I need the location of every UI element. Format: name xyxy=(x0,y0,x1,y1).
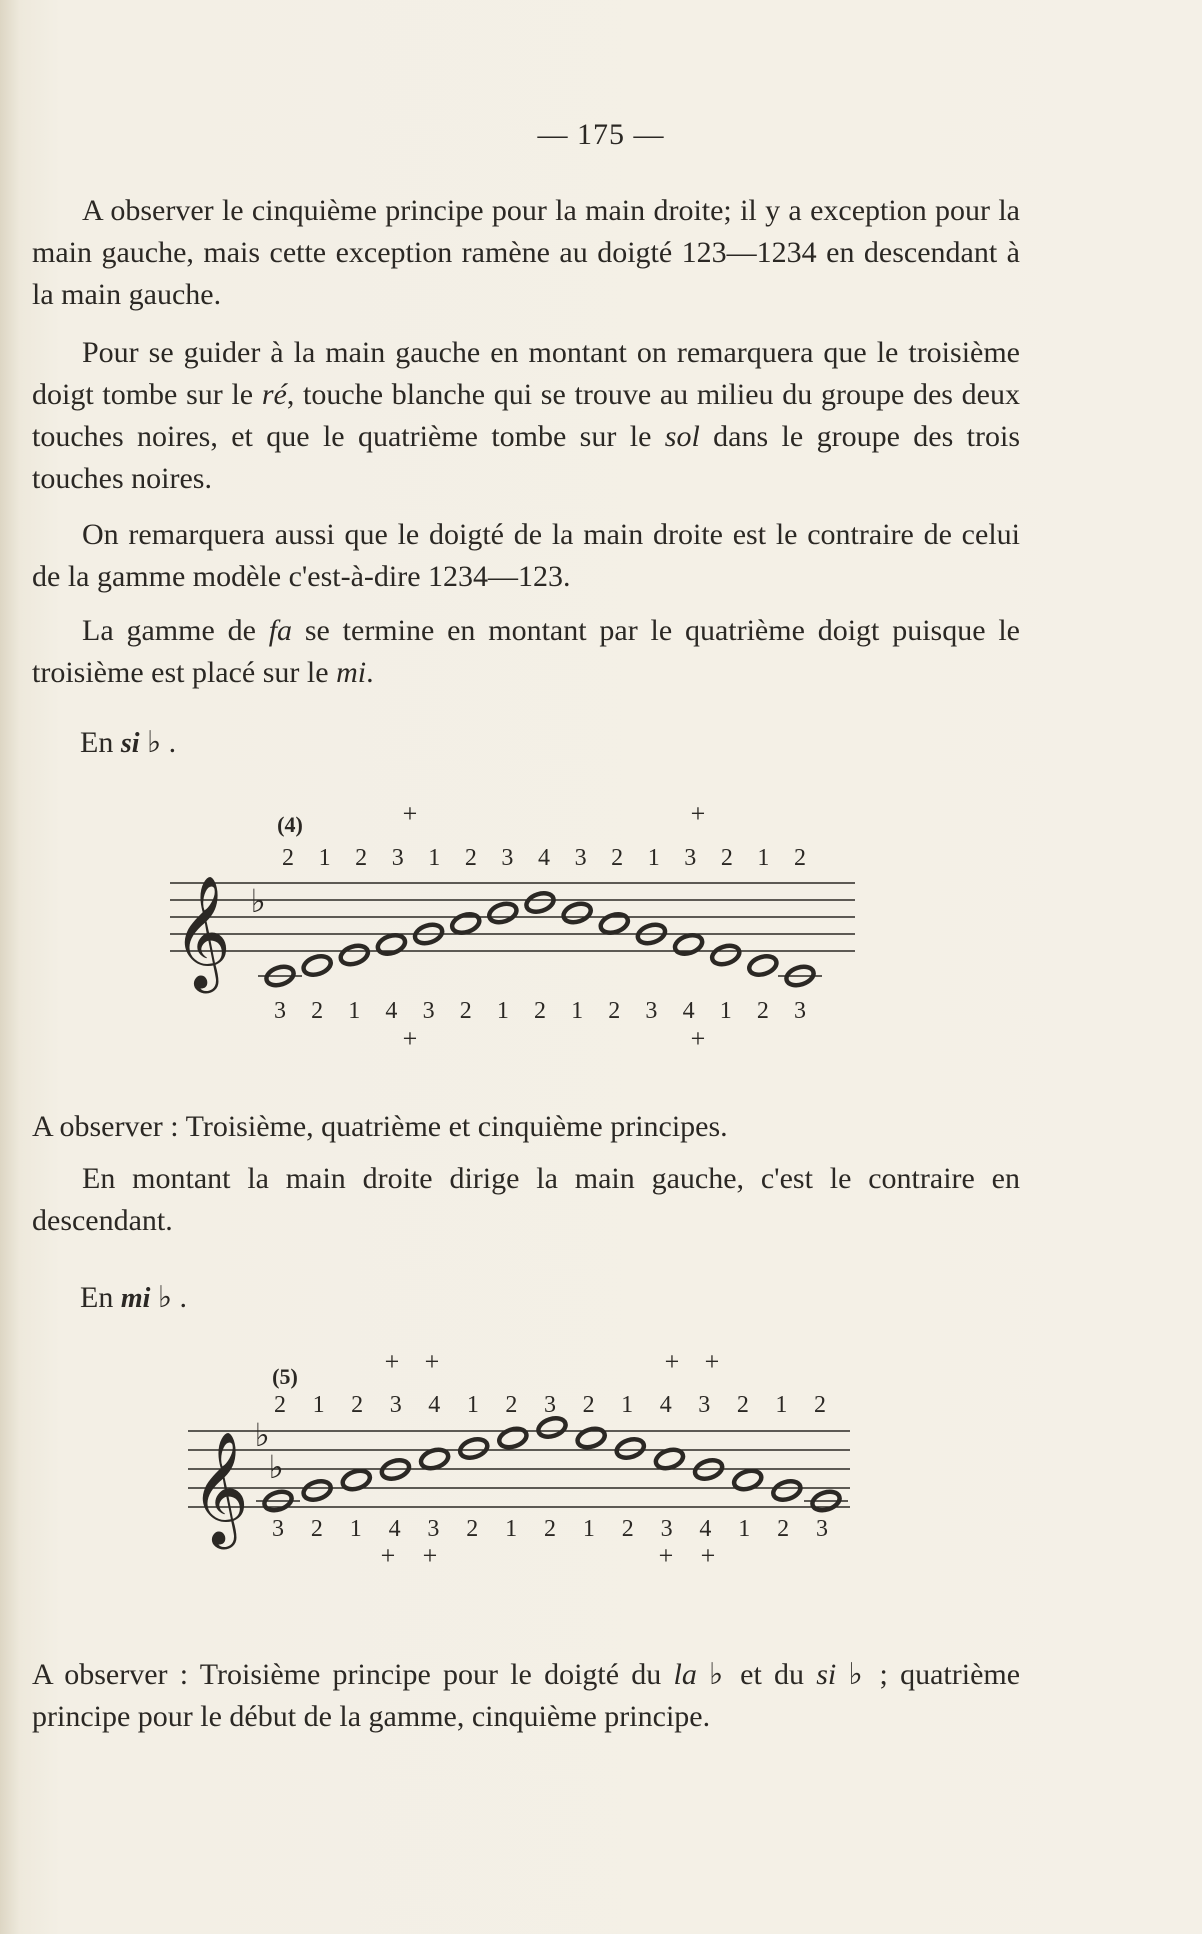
fingering-digit-lower: 2 xyxy=(311,998,324,1024)
fingering-digit-upper: 2 xyxy=(611,845,624,871)
fingering-digit-lower: 2 xyxy=(310,1516,323,1542)
fingering-digit-upper: 2 xyxy=(720,845,733,871)
whole-note xyxy=(301,953,333,978)
fingering-digit-upper: 1 xyxy=(647,845,660,871)
fingering-digit-upper: 1 xyxy=(757,845,770,871)
whole-note xyxy=(561,901,593,926)
fingering-digit-upper: 2 xyxy=(794,845,806,871)
fingering-digit-lower: 2 xyxy=(621,1516,634,1542)
whole-note xyxy=(536,1415,568,1440)
plus-sign-upper: + xyxy=(402,800,418,828)
plus-sign-lower: + xyxy=(402,1024,418,1053)
plus-sign-upper: + xyxy=(664,1350,680,1376)
fingering-digit-lower: 4 xyxy=(682,998,695,1024)
flat-sign: ♭ xyxy=(157,1281,173,1314)
fingering-digit-upper: 2 xyxy=(351,1392,364,1418)
fingering-digit-upper: 2 xyxy=(505,1392,518,1418)
fingering-digit-upper: 1 xyxy=(466,1392,479,1418)
flat-sign: ♭ xyxy=(848,1658,868,1691)
fingering-digit-upper: 1 xyxy=(775,1392,788,1418)
whole-note xyxy=(673,932,705,957)
whole-note xyxy=(598,911,630,936)
treble-clef-icon: 𝄞 xyxy=(173,879,231,987)
fingering-digit-upper: 3 xyxy=(501,845,514,871)
fingering-digit-lower: 4 xyxy=(385,998,398,1024)
paragraph-2-text-b: , touche blanche qui se trouve au milieu du groupe des deux touches noires, et que le quatrième tombe sur le xyxy=(32,378,1020,453)
paragraph-2-text-c: dans le groupe des trois touches noires. xyxy=(32,420,1020,495)
plus-sign-lower: + xyxy=(422,1541,438,1570)
fingering-digit-upper: 2 xyxy=(464,845,477,871)
paragraph-7 xyxy=(32,1654,1020,1738)
whole-note xyxy=(575,1426,607,1451)
fingering-digit-lower: 4 xyxy=(388,1516,401,1542)
plus-sign-lower: + xyxy=(380,1541,396,1570)
whole-note xyxy=(524,890,556,915)
fingering-digit-lower: 3 xyxy=(660,1516,673,1542)
paragraph-4-text-c: . xyxy=(366,656,374,689)
key-signature-flat: ♭ xyxy=(250,883,266,919)
music-example-1 xyxy=(0,800,1202,1060)
plus-sign-upper: + xyxy=(704,1350,720,1376)
fingering-digit-lower: 2 xyxy=(534,998,546,1024)
fingering-digit-lower: 2 xyxy=(459,998,472,1024)
fingering-digit-lower: 3 xyxy=(427,1516,440,1542)
fingering-digit-upper: 4 xyxy=(428,1392,441,1418)
fingering-digit-upper: 2 xyxy=(282,845,294,871)
paragraph-7-text-b: et du xyxy=(727,1658,817,1691)
key-signature-flat: ♭ xyxy=(254,1417,270,1453)
paragraph-7-text-c: ; quatrième principe pour le début de la gamme, cinquième principe. xyxy=(32,1658,1021,1733)
fingering-digit-upper: 1 xyxy=(312,1392,325,1418)
note-fa: fa xyxy=(268,614,293,647)
heading-key-name: si xyxy=(120,728,140,759)
key-signature-flat: ♭ xyxy=(268,1449,284,1485)
fingering-digit-upper: 3 xyxy=(544,1392,556,1418)
note-mi: mi xyxy=(336,656,367,689)
fingering-digit-lower: 3 xyxy=(422,998,435,1024)
example-number: (5) xyxy=(272,1364,298,1389)
page-number: — 175 — xyxy=(537,118,665,151)
fingering-digit-lower: 1 xyxy=(496,998,509,1024)
plus-sign-lower: + xyxy=(658,1541,674,1570)
paragraph-6 xyxy=(32,1158,1020,1242)
fingering-digit-lower: 1 xyxy=(505,1516,518,1542)
whole-note xyxy=(338,943,370,968)
heading-key-name: mi xyxy=(120,1283,151,1314)
whole-note xyxy=(487,901,519,926)
music-example-2 xyxy=(0,1350,1202,1590)
whole-note xyxy=(450,911,482,936)
note-sol: sol xyxy=(664,420,700,453)
fingering-digit-lower: 3 xyxy=(272,1516,284,1542)
paragraph-1-text: A observer le cinquième principe pour la main droite; il y a exception pour la main gauche, mais cette exception ramène au doigté 123—1234 en descendant à la main gauche. xyxy=(32,194,1020,311)
fingering-digit-upper: 3 xyxy=(389,1392,402,1418)
example-number: (4) xyxy=(277,812,303,837)
fingering-digit-lower: 3 xyxy=(794,998,806,1024)
fingering-digit-lower: 3 xyxy=(645,998,658,1024)
whole-note xyxy=(747,953,779,978)
paragraph-4 xyxy=(32,610,1020,694)
fingering-digit-upper: 3 xyxy=(391,845,404,871)
fingering-digit-upper: 4 xyxy=(538,845,550,871)
whole-note xyxy=(301,1478,333,1503)
whole-note xyxy=(497,1426,529,1451)
fingering-digit-lower: 2 xyxy=(466,1516,479,1542)
fingering-digit-lower: 1 xyxy=(349,1516,362,1542)
whole-note xyxy=(710,943,742,968)
fingering-digit-lower: 4 xyxy=(699,1516,712,1542)
fingering-digit-lower: 1 xyxy=(571,998,584,1024)
fingering-digit-lower: 1 xyxy=(719,998,732,1024)
flat-sign: ♭ xyxy=(709,1658,728,1691)
fingering-digit-upper: 4 xyxy=(659,1392,672,1418)
example-2-heading xyxy=(80,1280,187,1315)
paragraph-7-text: A observer : Troisième principe pour le doigté du xyxy=(32,1658,674,1691)
paragraph-6-text: En montant la main droite dirige la main gauche, c'est le contraire en descendant. xyxy=(32,1162,1020,1237)
heading-suffix: . xyxy=(179,1281,188,1314)
paragraph-3-text: On remarquera aussi que le doigté de la main droite est le contraire de celui de la gamme modèle c'est-à-dire 1234—123. xyxy=(32,518,1020,593)
fingering-digit-upper: 2 xyxy=(274,1392,286,1418)
plus-sign-lower: + xyxy=(700,1541,716,1570)
fingering-digit-upper: 1 xyxy=(621,1392,634,1418)
plus-sign-lower: + xyxy=(690,1024,706,1053)
whole-note xyxy=(771,1478,803,1503)
fingering-digit-upper: 2 xyxy=(582,1392,595,1418)
heading-prefix: En xyxy=(80,1281,114,1314)
heading-suffix: . xyxy=(168,726,177,759)
treble-clef-icon: 𝄞 xyxy=(191,1435,249,1543)
fingering-digit-upper: 2 xyxy=(736,1392,749,1418)
plus-sign-upper: + xyxy=(424,1350,440,1376)
paragraph-5-text: A observer : Troisième, quatrième et cinquième principes. xyxy=(32,1110,728,1143)
paragraph-2-text: Pour se guider à la main gauche en montant on remarquera que le troisième doigt tombe sur le xyxy=(32,336,1020,411)
fingering-digit-lower: 2 xyxy=(544,1516,556,1542)
note-si: si xyxy=(816,1658,837,1691)
fingering-digit-lower: 1 xyxy=(738,1516,751,1542)
fingering-digit-upper: 3 xyxy=(574,845,587,871)
fingering-digit-lower: 1 xyxy=(348,998,361,1024)
fingering-digit-upper: 2 xyxy=(355,845,368,871)
paragraph-3 xyxy=(32,514,1020,598)
example-1-heading xyxy=(80,725,176,760)
paragraph-4-text-b: se termine en montant par le quatrième doigt puisque le troisième est placé sur le xyxy=(32,614,1020,689)
paragraph-1 xyxy=(32,190,1020,316)
fingering-digit-lower: 1 xyxy=(582,1516,595,1542)
fingering-digit-lower: 3 xyxy=(274,998,286,1024)
fingering-digit-upper: 2 xyxy=(814,1392,826,1418)
note-re: ré xyxy=(261,378,287,411)
fingering-digit-lower: 2 xyxy=(756,998,769,1024)
whole-note xyxy=(375,932,407,957)
plus-sign-upper: + xyxy=(690,800,706,828)
fingering-digit-lower: 3 xyxy=(816,1516,828,1542)
note-la: la xyxy=(673,1658,697,1691)
fingering-digit-upper: 3 xyxy=(698,1392,711,1418)
fingering-digit-upper: 1 xyxy=(318,845,331,871)
fingering-digit-upper: 3 xyxy=(684,845,697,871)
fingering-digit-lower: 2 xyxy=(608,998,621,1024)
paragraph-5 xyxy=(32,1106,1020,1148)
flat-sign: ♭ xyxy=(147,726,162,759)
whole-note xyxy=(614,1436,646,1461)
paragraph-4-text: La gamme de xyxy=(82,614,269,647)
whole-note xyxy=(458,1436,490,1461)
heading-prefix: En xyxy=(80,726,114,759)
plus-sign-upper: + xyxy=(384,1350,400,1376)
fingering-digit-lower: 2 xyxy=(777,1516,790,1542)
fingering-digit-upper: 1 xyxy=(428,845,441,871)
paragraph-2 xyxy=(32,332,1020,500)
